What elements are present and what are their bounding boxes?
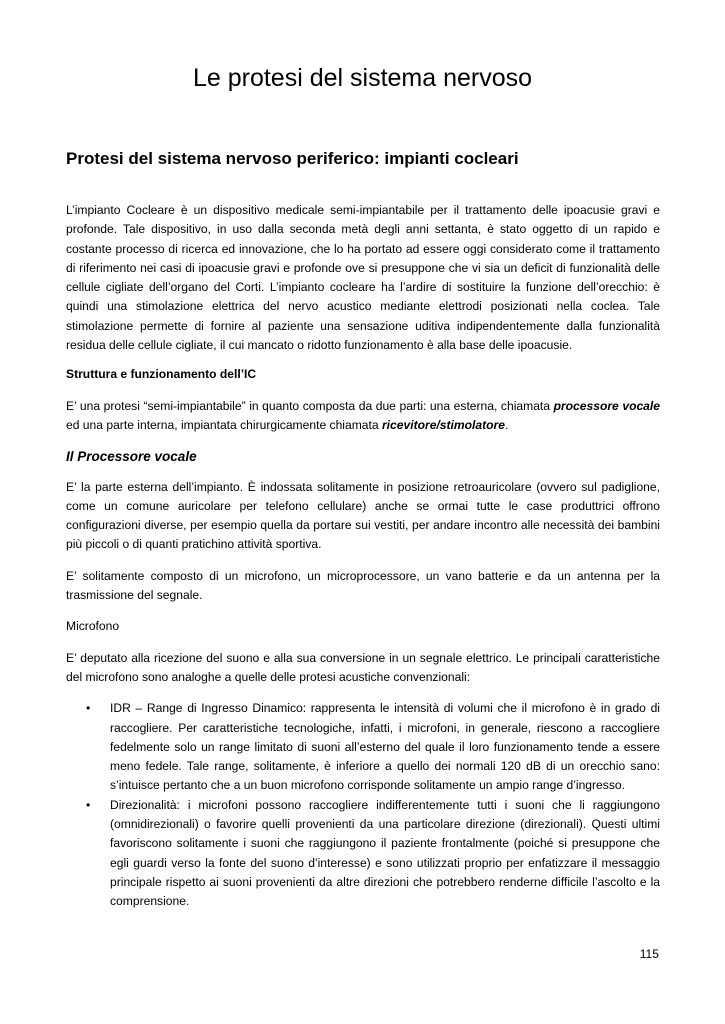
list-item-text: IDR – Range di Ingresso Dinamico: rappresenta le intensità di volumi che il microfono è in grado di raccogliere. Per caratteristiche tecnologiche, infatti, i microfoni, in generale, riescono a raccogliere fedelmente solo un range limitato di suoni all’esterno del quale il loro funzionamento tende a essere meno fedele. Tale range, solitamente, è inferiore a quello dei normali 120 dB di un orecchio sano: s’intuisce pertanto che a un buon microfono corrisponde solitamente un ampio range d’ingresso. — [110, 701, 660, 793]
list-item — [66, 796, 660, 912]
subheading-structure: Struttura e funzionamento dell’IC — [66, 367, 257, 382]
microphone-label: Microfono — [66, 619, 120, 634]
page-number: 115 — [639, 947, 659, 961]
document-body — [66, 201, 660, 912]
list-item-text: Direzionalità: i microfoni possono raccogliere indifferentemente tutti i suoni che li raggiungono (omnidirezionali) o favorire quelli provenienti da una particolare direzione (direzionali). Questi ultimi favoriscono solitamente i suoni che raggiungono il paziente frontalmente (poiché si presuppone che egli guardi verso la fonte del suono d’interesse) e sono utilizzati proprio per enfatizzare il messaggio principale rispetto ai suoni provenienti da altre direzioni che potrebbero renderne difficile l’ascolto e la comprensione. — [110, 797, 660, 909]
bullet-icon: • — [86, 701, 91, 716]
emphasis-processore-vocale: processore vocale — [553, 398, 660, 413]
feature-list — [66, 699, 660, 911]
intro-paragraph: L’impianto Cocleare è un dispositivo medicale semi-impiantabile per il trattamento delle ipoacusie gravi e profonde. Tale dispositivo, in uso dalla seconda metà degli anni settanta, è stato oggetto di un rapido e costante processo di ricerca ed innovazione, che lo ha portato ad essere oggi considerato come il trattamento di riferimento nei casi di ipoacusie gravi e profonde ove si presuppone che vi sia un deficit di funzionalità delle cellule cigliate dell’organo del Corti. L’impianto cocleare ha l’ardire di sostituire la funzione dell’orecchio: è quindi una stimolazione elettrica del nervo acustico mediante elettrodi posizionati nella coclea. Tale stimolazione permette di fornire al paziente una sensazione uditiva indipendentemente dalla funzionalità residua delle cellule cigliate, il cui mancato o ridotto funzionamento è alla base delle ipoacusie. — [66, 203, 660, 353]
emphasis-ricevitore-stimolatore: ricevitore/stimolatore — [381, 417, 505, 432]
structure-text-3: . — [504, 417, 509, 432]
structure-text-2: ed una parte interna, impiantata chirurgicamente chiamata — [66, 417, 382, 432]
section-title: Protesi del sistema nervoso periferico: impianti cocleari — [66, 149, 519, 169]
page-title: Le protesi del sistema nervoso — [192, 63, 533, 92]
processor-paragraph-1: E’ la parte esterna dell’impianto. È indossata solitamente in posizione retroauricolare (ovvero sul padiglione, come un comune auricolare per telefono cellulare) anche se ormai tutte le case produttrici offrono configurazioni diverse, per esempio quella da portare sui vestiti, per andare incontro alle necessità dei bambini più piccoli o di quanti pratichino attività sportiva. — [66, 479, 660, 552]
structure-paragraph — [66, 397, 660, 436]
structure-text-1: E’ una protesi “semi-impiantabile” in quanto composta da due parti: una esterna, chiamata — [66, 398, 554, 413]
microphone-paragraph: E’ deputato alla ricezione del suono e alla sua conversione in un segnale elettrico. Le principali caratteristiche del microfono sono analoghe a quelle delle protesi acustiche convenzionali: — [66, 650, 660, 684]
bullet-icon: • — [86, 797, 91, 812]
list-item — [66, 699, 660, 795]
subheading-processor: Il Processore vocale — [66, 449, 197, 465]
processor-paragraph-2: E’ solitamente composto di un microfono, un microprocessore, un vano batterie e da un antenna per la trasmissione del segnale. — [66, 568, 660, 603]
